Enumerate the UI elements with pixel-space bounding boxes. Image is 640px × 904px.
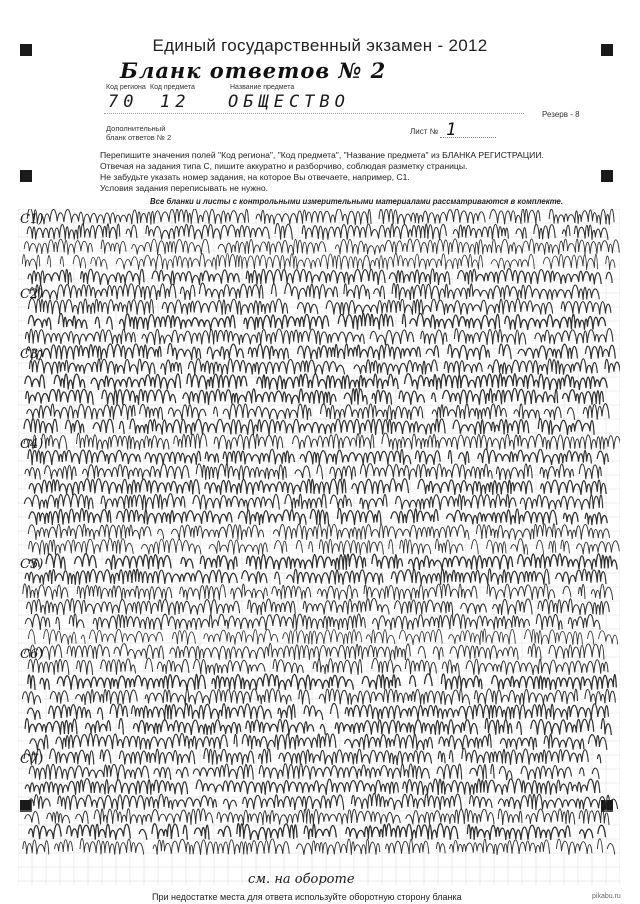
instruction-line: Условия задания переписывать не нужно.: [100, 183, 269, 193]
handwriting-line: [22, 253, 615, 270]
handwriting-line: [29, 554, 617, 570]
handwriting-line: [25, 569, 606, 585]
handwriting-line: [25, 718, 616, 735]
instruction-line: Не забудьте указать номер задания, на которое Вы отвечаете, например, С1.: [100, 172, 410, 182]
handwritten-answers: [18, 209, 620, 885]
handwriting-line: [25, 374, 607, 390]
answer-label: С4): [20, 437, 44, 452]
handwriting-line: [25, 614, 600, 630]
subject-name-field[interactable]: ОБЩЕСТВО: [228, 92, 350, 112]
answer-label: С3): [20, 347, 44, 362]
handwriting-line: [29, 824, 606, 840]
handwriting-line: [25, 464, 601, 480]
handwriting-line: [25, 328, 613, 345]
handwriting-line: [23, 839, 615, 855]
answer-label: С6): [20, 647, 44, 662]
answer-label: С1): [20, 212, 44, 227]
extra-form-label-line1: Дополнительный: [106, 124, 166, 133]
answer-area[interactable]: [18, 209, 620, 885]
answer-label: С2): [20, 287, 44, 302]
handwriting-line: [28, 313, 605, 330]
handwriting-line: [29, 764, 603, 780]
bottom-handwritten-note: см. на обороте: [248, 872, 355, 885]
region-code-field[interactable]: 70: [108, 92, 139, 112]
handwriting-line: [28, 269, 612, 285]
handwriting-line: [23, 584, 613, 600]
alignment-marker-top-left: [20, 44, 32, 56]
handwriting-line: [27, 209, 614, 225]
extra-form-label: [106, 124, 171, 142]
answer-label: С5): [20, 557, 44, 572]
completeness-note: Все бланки и листы с контрольными измерительными материалами рассматриваются в комплекте.: [150, 197, 564, 206]
reserve-label: Резерв - 8: [542, 110, 580, 119]
subject-name-label: Название предмета: [230, 84, 295, 91]
exam-title: Единый государственный экзамен - 2012: [152, 36, 488, 55]
handwriting-line: [28, 658, 608, 675]
handwriting-line: [26, 343, 615, 360]
handwriting-line: [27, 223, 608, 239]
handwriting-line: [28, 524, 609, 540]
handwriting-line: [25, 779, 600, 795]
handwriting-line: [25, 643, 605, 660]
handwriting-line: [27, 404, 609, 420]
subject-code-label: Код предмета: [150, 84, 195, 91]
form-title: Бланк ответов № 2: [120, 58, 387, 83]
alignment-marker-mid-left: [20, 170, 32, 182]
watermark: pikabu.ru: [592, 893, 621, 900]
header-field-line: [104, 113, 524, 114]
sheet-number-field[interactable]: 1: [440, 120, 496, 138]
sheet-number-label: Лист №: [410, 127, 439, 136]
handwriting-line: [28, 449, 608, 465]
answer-label: С7): [20, 752, 44, 767]
handwriting-line: [30, 359, 621, 375]
region-code-label: Код региона: [106, 84, 146, 91]
handwriting-line: [24, 494, 602, 510]
handwriting-line: [27, 703, 608, 720]
alignment-marker-top-right: [601, 44, 613, 56]
handwriting-line: [24, 748, 601, 765]
handwriting-scribble: [22, 209, 620, 855]
handwriting-line: [30, 733, 607, 750]
extra-form-label-line2: бланк ответов № 2: [106, 133, 172, 142]
handwriting-line: [28, 629, 617, 645]
instruction-line: Перепишите значения полей "Код региона", "Код предмета", "Название предмета" из БЛАНКА РЕГИСТРАЦИИ.: [100, 150, 544, 160]
instructions: [100, 150, 620, 194]
subject-code-field[interactable]: 12: [160, 92, 191, 112]
handwriting-line: [29, 479, 606, 495]
instruction-line: Отвечая на задания типа С, пишите аккуратно и разборчиво, соблюдая разметку страницы.: [100, 161, 468, 171]
handwriting-line: [29, 793, 618, 810]
handwriting-line: [24, 239, 619, 255]
handwriting-line: [24, 433, 620, 450]
footer-note: При недостатке места для ответа используйте оборотную сторону бланка: [152, 892, 462, 902]
handwriting-line: [29, 508, 613, 525]
handwriting-line: [29, 538, 620, 554]
handwriting-line: [22, 689, 615, 705]
handwriting-line: [24, 419, 601, 435]
